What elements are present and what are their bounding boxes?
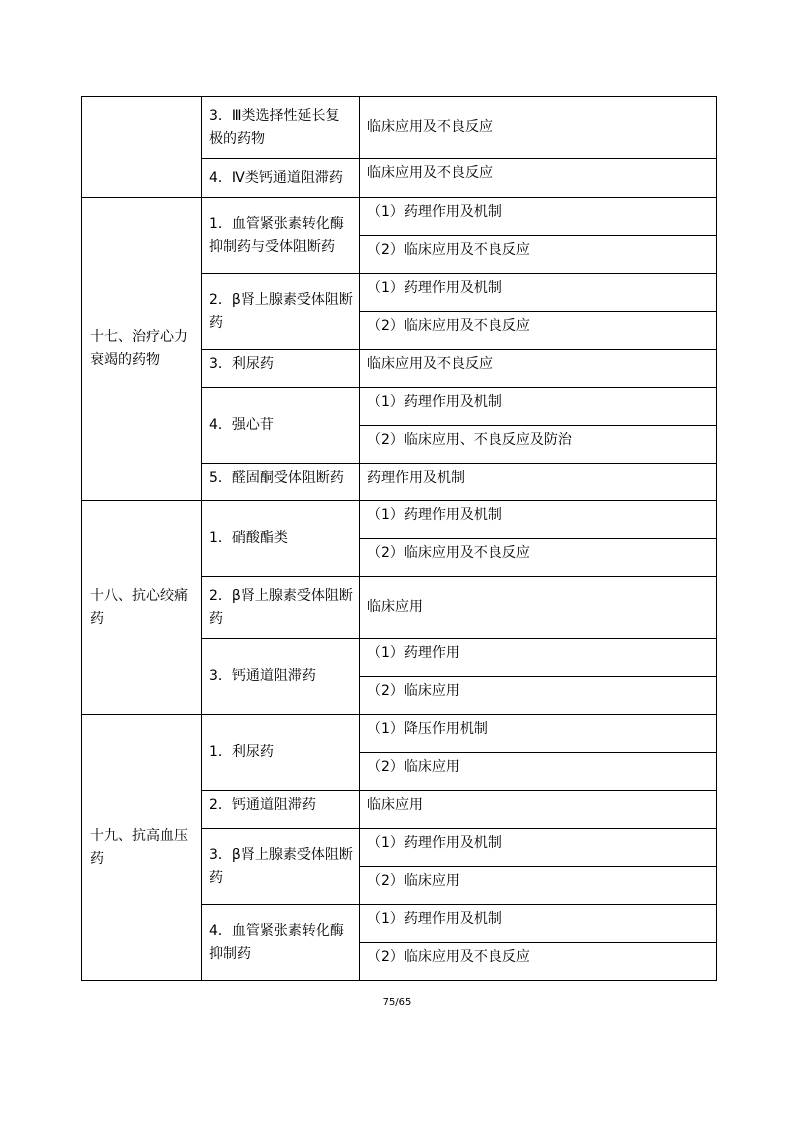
table-cell: 3．钙通道阻滞药 bbox=[202, 639, 360, 715]
table-cell bbox=[82, 97, 202, 198]
table-cell: （2）临床应用及不良反应 bbox=[360, 236, 717, 274]
table-cell: （2）临床应用、不良反应及防治 bbox=[360, 426, 717, 464]
table-cell: 药理作用及机制 bbox=[360, 464, 717, 501]
table-cell: 1．血管紧张素转化酶抑制药与受体阻断药 bbox=[202, 198, 360, 274]
table-cell: （1）药理作用及机制 bbox=[360, 198, 717, 236]
table-cell: （2）临床应用 bbox=[360, 867, 717, 905]
table-cell: （1）降压作用机制 bbox=[360, 715, 717, 753]
table-row bbox=[82, 97, 717, 159]
table-cell: 临床应用及不良反应 bbox=[360, 350, 717, 388]
table-cell: （2）临床应用 bbox=[360, 753, 717, 791]
table-row bbox=[82, 198, 717, 236]
table-cell: （1）药理作用及机制 bbox=[360, 388, 717, 426]
table-cell: （1）药理作用及机制 bbox=[360, 829, 717, 867]
table-cell: 3．利尿药 bbox=[202, 350, 360, 388]
syllabus-table bbox=[81, 96, 717, 981]
table-cell: 3．β肾上腺素受体阻断药 bbox=[202, 829, 360, 905]
table-cell: （2）临床应用及不良反应 bbox=[360, 539, 717, 577]
table-row bbox=[82, 715, 717, 753]
table-cell: （1）药理作用及机制 bbox=[360, 501, 717, 539]
page-number: 75/65 bbox=[382, 997, 412, 1008]
table-cell: 2．β肾上腺素受体阻断药 bbox=[202, 274, 360, 350]
table-cell: 3．Ⅲ类选择性延长复极的药物 bbox=[202, 97, 360, 159]
table-row bbox=[82, 501, 717, 539]
table-cell: （2）临床应用及不良反应 bbox=[360, 312, 717, 350]
table-cell: （1）药理作用 bbox=[360, 639, 717, 677]
table-cell: （1）药理作用及机制 bbox=[360, 905, 717, 943]
table-cell: 十八、抗心绞痛药 bbox=[82, 501, 202, 715]
table-cell: 4．血管紧张素转化酶抑制药 bbox=[202, 905, 360, 981]
table-cell: 临床应用及不良反应 bbox=[360, 97, 717, 159]
table-cell: 2．β肾上腺素受体阻断药 bbox=[202, 577, 360, 639]
table-cell: （2）临床应用 bbox=[360, 677, 717, 715]
table-cell: 临床应用 bbox=[360, 577, 717, 639]
table-cell: 1．硝酸酯类 bbox=[202, 501, 360, 577]
table-cell: （1）药理作用及机制 bbox=[360, 274, 717, 312]
table-cell: 十九、抗高血压药 bbox=[82, 715, 202, 981]
table-cell: 4．强心苷 bbox=[202, 388, 360, 464]
table-cell: 2．钙通道阻滞药 bbox=[202, 791, 360, 829]
table-cell: 5．醛固酮受体阻断药 bbox=[202, 464, 360, 501]
table-cell: 临床应用 bbox=[360, 791, 717, 829]
table-cell: 十七、治疗心力衰竭的药物 bbox=[82, 198, 202, 501]
table-cell: （2）临床应用及不良反应 bbox=[360, 943, 717, 981]
table-cell: 4．Ⅳ类钙通道阻滞药 bbox=[202, 159, 360, 198]
table-cell: 1．利尿药 bbox=[202, 715, 360, 791]
table-cell: 临床应用及不良反应 bbox=[360, 159, 717, 198]
